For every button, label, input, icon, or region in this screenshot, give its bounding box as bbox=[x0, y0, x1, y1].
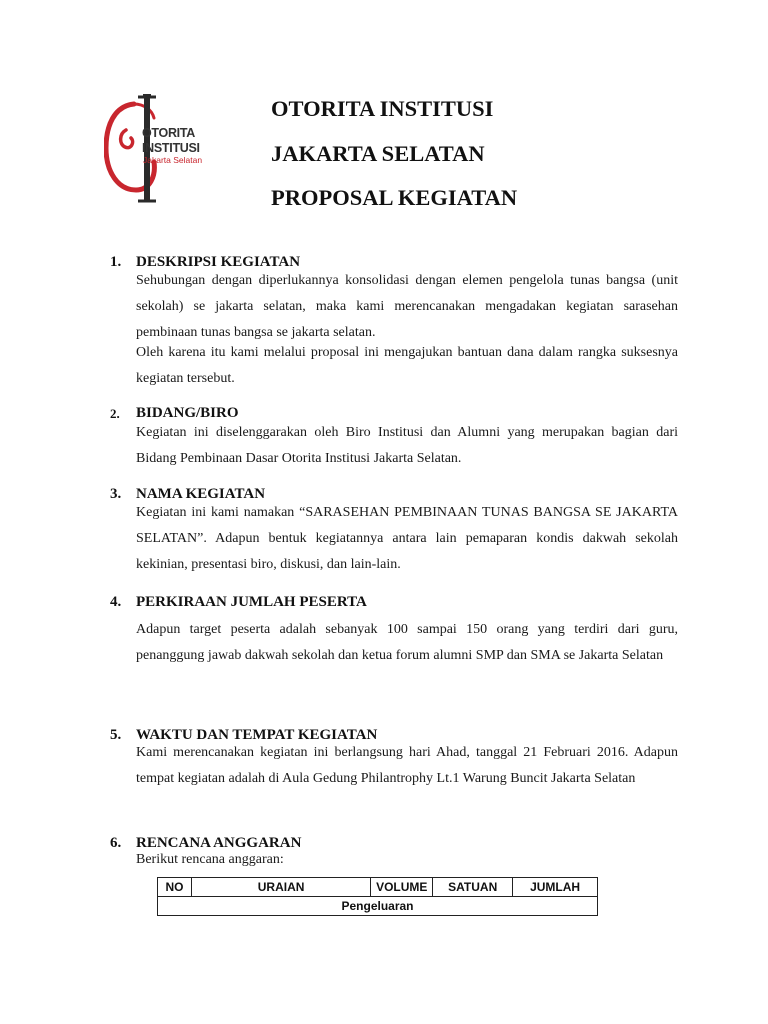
section-number: 5. bbox=[110, 727, 122, 743]
section-number: 1. bbox=[110, 254, 122, 270]
section-title: WAKTU DAN TEMPAT KEGIATAN bbox=[136, 727, 378, 743]
column-header-satuan: SATUAN bbox=[433, 878, 513, 897]
logo-text-line2: INSTITUSI bbox=[142, 141, 200, 155]
column-header-no: NO bbox=[158, 878, 192, 897]
header-title-line1: OTORITA INSTITUSI bbox=[271, 96, 494, 121]
section-title: NAMA KEGIATAN bbox=[136, 486, 266, 502]
organization-logo bbox=[104, 92, 234, 206]
column-header-uraian: URAIAN bbox=[191, 878, 370, 897]
section-title: BIDANG/BIRO bbox=[136, 405, 239, 421]
section-note: Berikut rencana anggaran: bbox=[136, 852, 284, 867]
table-header-row bbox=[158, 878, 598, 897]
section-paragraph: Adapun target peserta adalah sebanyak 100 sampai 150 orang yang terdiri dari guru, penanggung jawab dakwah sekolah dan ketua forum alumni SMP dan SMA se Jakarta Selatan bbox=[136, 622, 678, 663]
header-title-line3: PROPOSAL KEGIATAN bbox=[271, 185, 518, 210]
section-paragraph: Sehubungan dengan diperlukannya konsolidasi dengan elemen pengelola tunas bangsa (unit sekolah) se jakarta selatan, maka kami merencanakan mengadakan kegiatan sarasehan pembinaan tunas bangsa se jakarta selatan. bbox=[136, 273, 678, 340]
logo-text-line3: Jakarta Selatan bbox=[143, 155, 203, 165]
section-number: 2. bbox=[110, 406, 120, 421]
section-paragraph: Oleh karena itu kami melalui proposal ini mengajukan bantuan dana dalam rangka suksesnya kegiatan tersebut. bbox=[136, 345, 678, 386]
section-title: RENCANA ANGGARAN bbox=[136, 835, 302, 851]
header-title-line2: JAKARTA SELATAN bbox=[271, 141, 485, 166]
section-number: 3. bbox=[110, 486, 122, 502]
logo-text-line1: OTORITA bbox=[142, 126, 195, 140]
budget-table bbox=[157, 877, 598, 916]
section-title: PERKIRAAN JUMLAH PESERTA bbox=[136, 594, 367, 610]
section-paragraph: Kegiatan ini diselenggarakan oleh Biro Institusi dan Alumni yang merupakan bagian dari Bidang Pembinaan Dasar Otorita Institusi Jakarta Selatan. bbox=[136, 425, 678, 466]
section-title: DESKRIPSI KEGIATAN bbox=[136, 254, 301, 270]
column-header-jumlah: JUMLAH bbox=[513, 878, 598, 897]
table-row bbox=[158, 897, 598, 916]
section-number: 4. bbox=[110, 594, 122, 610]
section-number: 6. bbox=[110, 835, 122, 851]
column-header-volume: VOLUME bbox=[371, 878, 433, 897]
section-paragraph: Kegiatan ini kami namakan “SARASEHAN PEMBINAAN TUNAS BANGSA SE JAKARTA SELATAN”. Adapun bentuk kegiatannya antara lain pemaparan kondis dakwah sekolah kekinian, presentasi biro, diskusi, dan lain-lain. bbox=[136, 505, 678, 572]
section-paragraph: Kami merencanakan kegiatan ini berlangsung hari Ahad, tanggal 21 Februari 2016. Adapun tempat kegiatan adalah di Aula Gedung Philantrophy Lt.1 Warung Buncit Jakarta Selatan bbox=[136, 745, 678, 786]
table-group-row-pengeluaran: Pengeluaran bbox=[158, 897, 598, 916]
